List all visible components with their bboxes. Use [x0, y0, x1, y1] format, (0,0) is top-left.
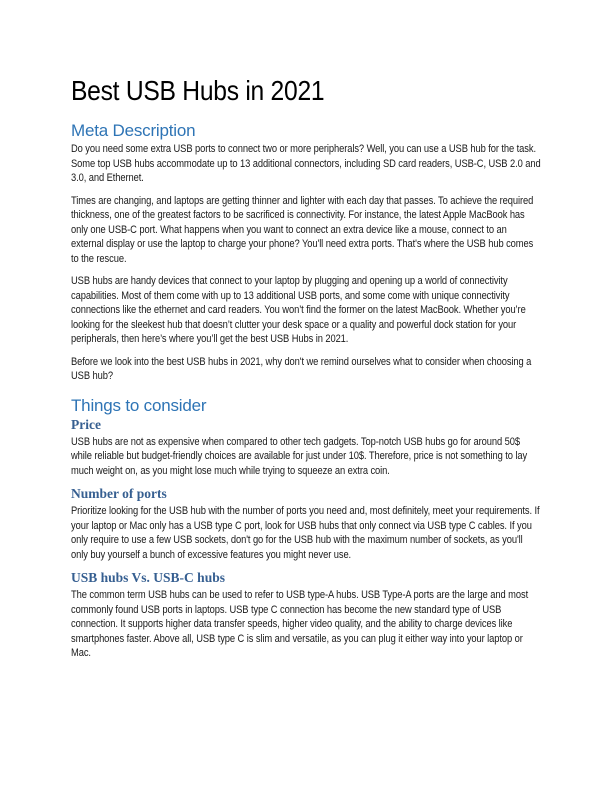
subheading-price: Price [71, 416, 101, 432]
paragraph-laptops-thinner: Times are changing, and laptops are getting thinner and lighter with each day that passes. To achieve the required thickness, one of the greatest factors to be sacrificed is connectivity. For instance, the latest Apple MacBook has only one USB-C port. What happens when you want to connect an extra device like a mouse, connect to an external display or use the laptop to charge your phone? You'll need extra ports. That's where the USB hub comes to the rescue. [71, 194, 534, 265]
heading-things-to-consider: Things to consider [71, 395, 207, 415]
paragraph-usb-hubs-vs-usb-c: The common term USB hubs can be used to refer to USB type-A hubs. USB Type-A ports are the large and most commonly found USB ports in laptops. USB type C connection has become the new standard type of USB connection. It supports higher data transfer speeds, higher video quality, and the ability to charge devices like smartphones faster. Above all, USB type C is slim and versatile, as you can plug it either way into your laptop or Mac. [71, 589, 529, 659]
heading-meta-description: Meta Description [71, 121, 196, 140]
document-title: Best USB Hubs in 2021 [71, 75, 325, 106]
paragraph-price: USB hubs are not as expensive when compared to other tech gadgets. Top-notch USB hubs go for around 50$ while reliable but budget-friendly choices are available for just under 10$. Therefore, price is not something to lay much weight on, as you might lose much while trying to squeeze an extra coin. [71, 435, 528, 477]
subheading-usb-hubs-vs-usb-c: USB hubs Vs. USB-C hubs [71, 570, 225, 585]
paragraph-number-of-ports: Prioritize looking for the USB hub with the number of ports you need and, most definitely, meet your requirements. If your laptop or Mac only has a USB type C port, look for USB hubs that only connect via USB type C cables. If you only require to use a few USB sockets, don't go for the USB hub with the maximum number of sockets, as you'll only buy yourself a bunch of excessive features you might never use. [71, 505, 540, 561]
paragraph-usb-hubs-handy: USB hubs are handy devices that connect to your laptop by plugging and opening up a world of connectivity capabilities. Most of them come with up to 13 additional USB ports, and some come with unique connectivity connections like the ethernet and card readers. You won’t find the former on the latest MacBook. Whether you’re looking for the sleekest hub that doesn’t clutter your desk space or a quality and powerful dock station for your peripherals, then here’s where you’ll get the best USB Hubs in 2021. [71, 275, 526, 345]
paragraph-intro: Do you need some extra USB ports to connect two or more peripherals? Well, you can use a USB hub for the task. Some top USB hubs accommodate up to 13 additional connectors, including SD card readers, USB-C, USB 2.0 and 3.0, and Ethernet. [71, 143, 541, 184]
paragraph-before-we-look: Before we look into the best USB hubs in 2021, why don't we remind ourselves what to consider when choosing a USB hub? [71, 355, 532, 382]
subheading-number-of-ports: Number of ports [71, 486, 167, 501]
